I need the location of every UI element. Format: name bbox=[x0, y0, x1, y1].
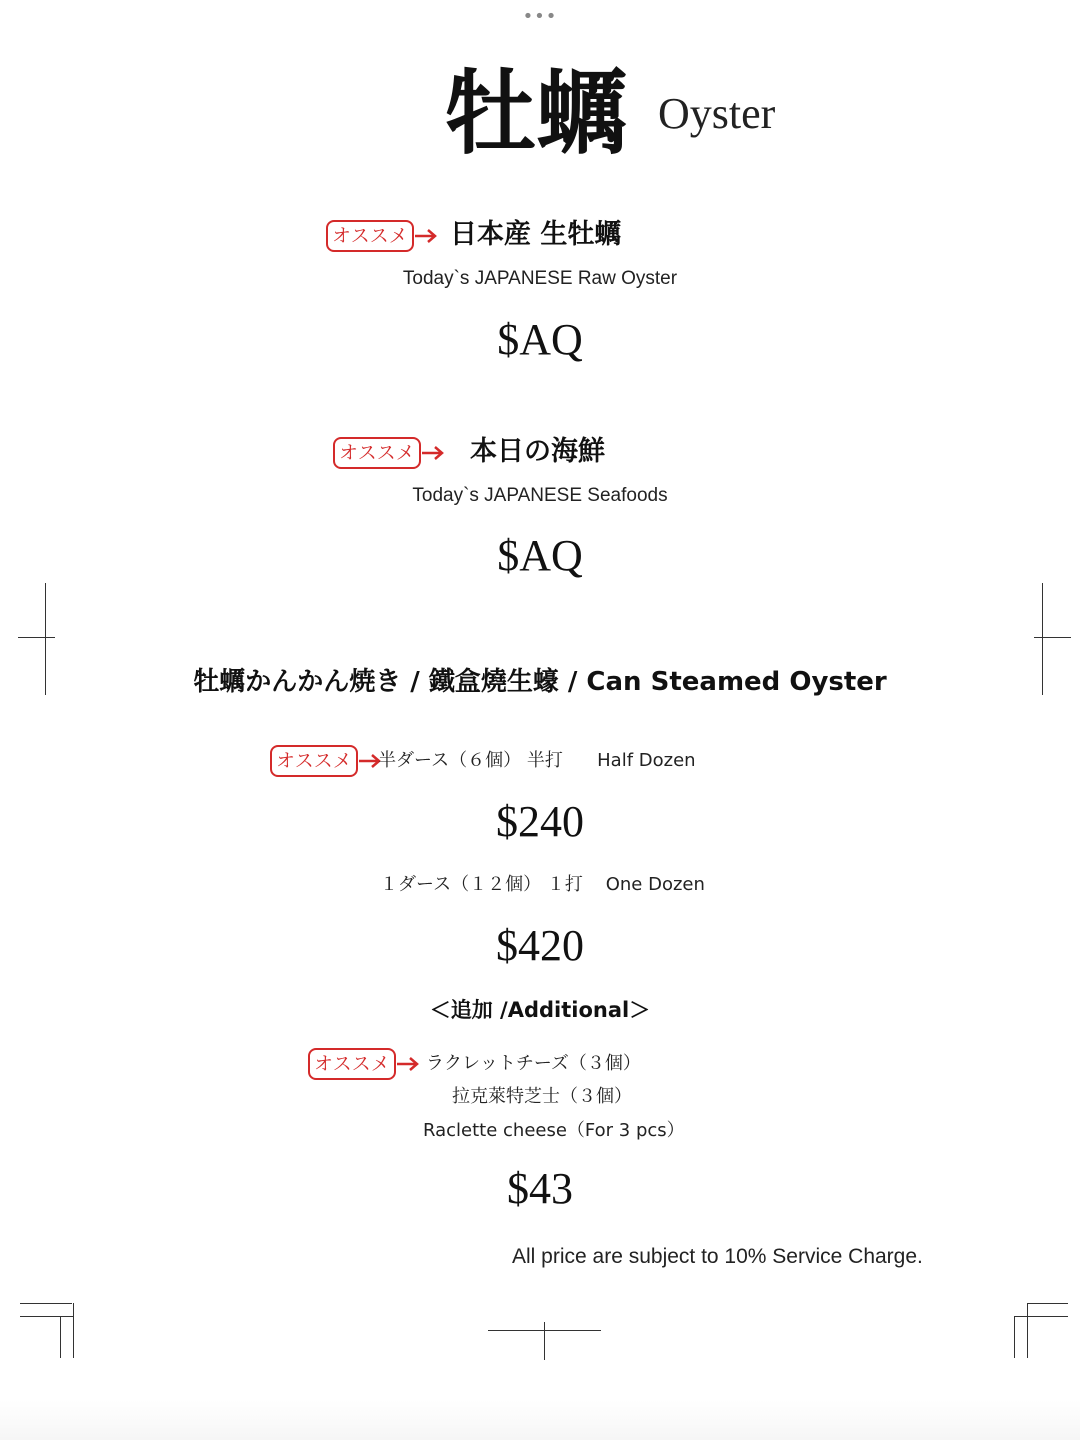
arrow-right-icon bbox=[415, 229, 437, 243]
additional-item-en: Raclette cheese（For 3 pcs） bbox=[423, 1120, 685, 1141]
option-label: 半ダース（６個） 半打 Half Dozen bbox=[378, 750, 696, 771]
crop-mark bbox=[20, 1316, 74, 1317]
item-name-en: Today`s JAPANESE Seafoods bbox=[412, 485, 668, 506]
crop-mark bbox=[45, 583, 46, 695]
recommend-badge bbox=[326, 220, 437, 252]
section-title-can-steamed: 牡蠣かんかん焼き / 鐵盒燒生蠔 / Can Steamed Oyster bbox=[193, 667, 887, 697]
crop-mark bbox=[73, 1303, 74, 1358]
crop-mark bbox=[1034, 637, 1071, 638]
arrow-right-icon bbox=[422, 446, 444, 460]
crop-mark bbox=[1027, 1303, 1068, 1304]
option-price: $420 bbox=[496, 921, 584, 970]
crop-mark bbox=[1042, 583, 1043, 695]
crop-mark bbox=[1014, 1316, 1068, 1317]
page-title-english: Oyster bbox=[658, 89, 776, 138]
arrow-right-icon bbox=[397, 1057, 419, 1071]
page-title: 牡蠣 bbox=[444, 59, 629, 167]
additional-item-zh: 拉克萊特芝士（３個） bbox=[452, 1086, 632, 1107]
item-name-jp: 日本産 生牡蠣 bbox=[450, 219, 622, 250]
option-price: $240 bbox=[496, 797, 584, 846]
crop-mark bbox=[1014, 1316, 1015, 1358]
crop-mark bbox=[1027, 1303, 1028, 1358]
additional-price: $43 bbox=[507, 1164, 573, 1213]
recommend-badge bbox=[333, 437, 444, 469]
item-price: $AQ bbox=[497, 531, 583, 580]
additional-title: ＜追加 /Additional＞ bbox=[429, 998, 651, 1022]
recommend-badge bbox=[270, 745, 381, 777]
crop-mark bbox=[60, 1316, 61, 1358]
crop-mark bbox=[20, 1303, 72, 1304]
option-label: １ダース（１２個） １打 One Dozen bbox=[380, 874, 705, 895]
recommend-badge-label: オススメ bbox=[333, 437, 421, 469]
recommend-badge bbox=[308, 1048, 419, 1080]
crop-mark bbox=[544, 1322, 545, 1360]
item-name-en: Today`s JAPANESE Raw Oyster bbox=[402, 268, 678, 289]
crop-mark bbox=[18, 637, 55, 638]
ellipsis-icon[interactable]: ••• bbox=[522, 6, 558, 27]
bottom-fade bbox=[0, 1400, 1080, 1440]
item-price: $AQ bbox=[497, 315, 583, 364]
recommend-badge-label: オススメ bbox=[270, 745, 358, 777]
additional-item-jp: ラクレットチーズ（３個） bbox=[426, 1053, 641, 1074]
recommend-badge-label: オススメ bbox=[326, 220, 414, 252]
recommend-badge-label: オススメ bbox=[308, 1048, 396, 1080]
item-name-jp: 本日の海鮮 bbox=[470, 436, 605, 467]
service-charge-note: All price are subject to 10% Service Charge. bbox=[512, 1245, 923, 1268]
